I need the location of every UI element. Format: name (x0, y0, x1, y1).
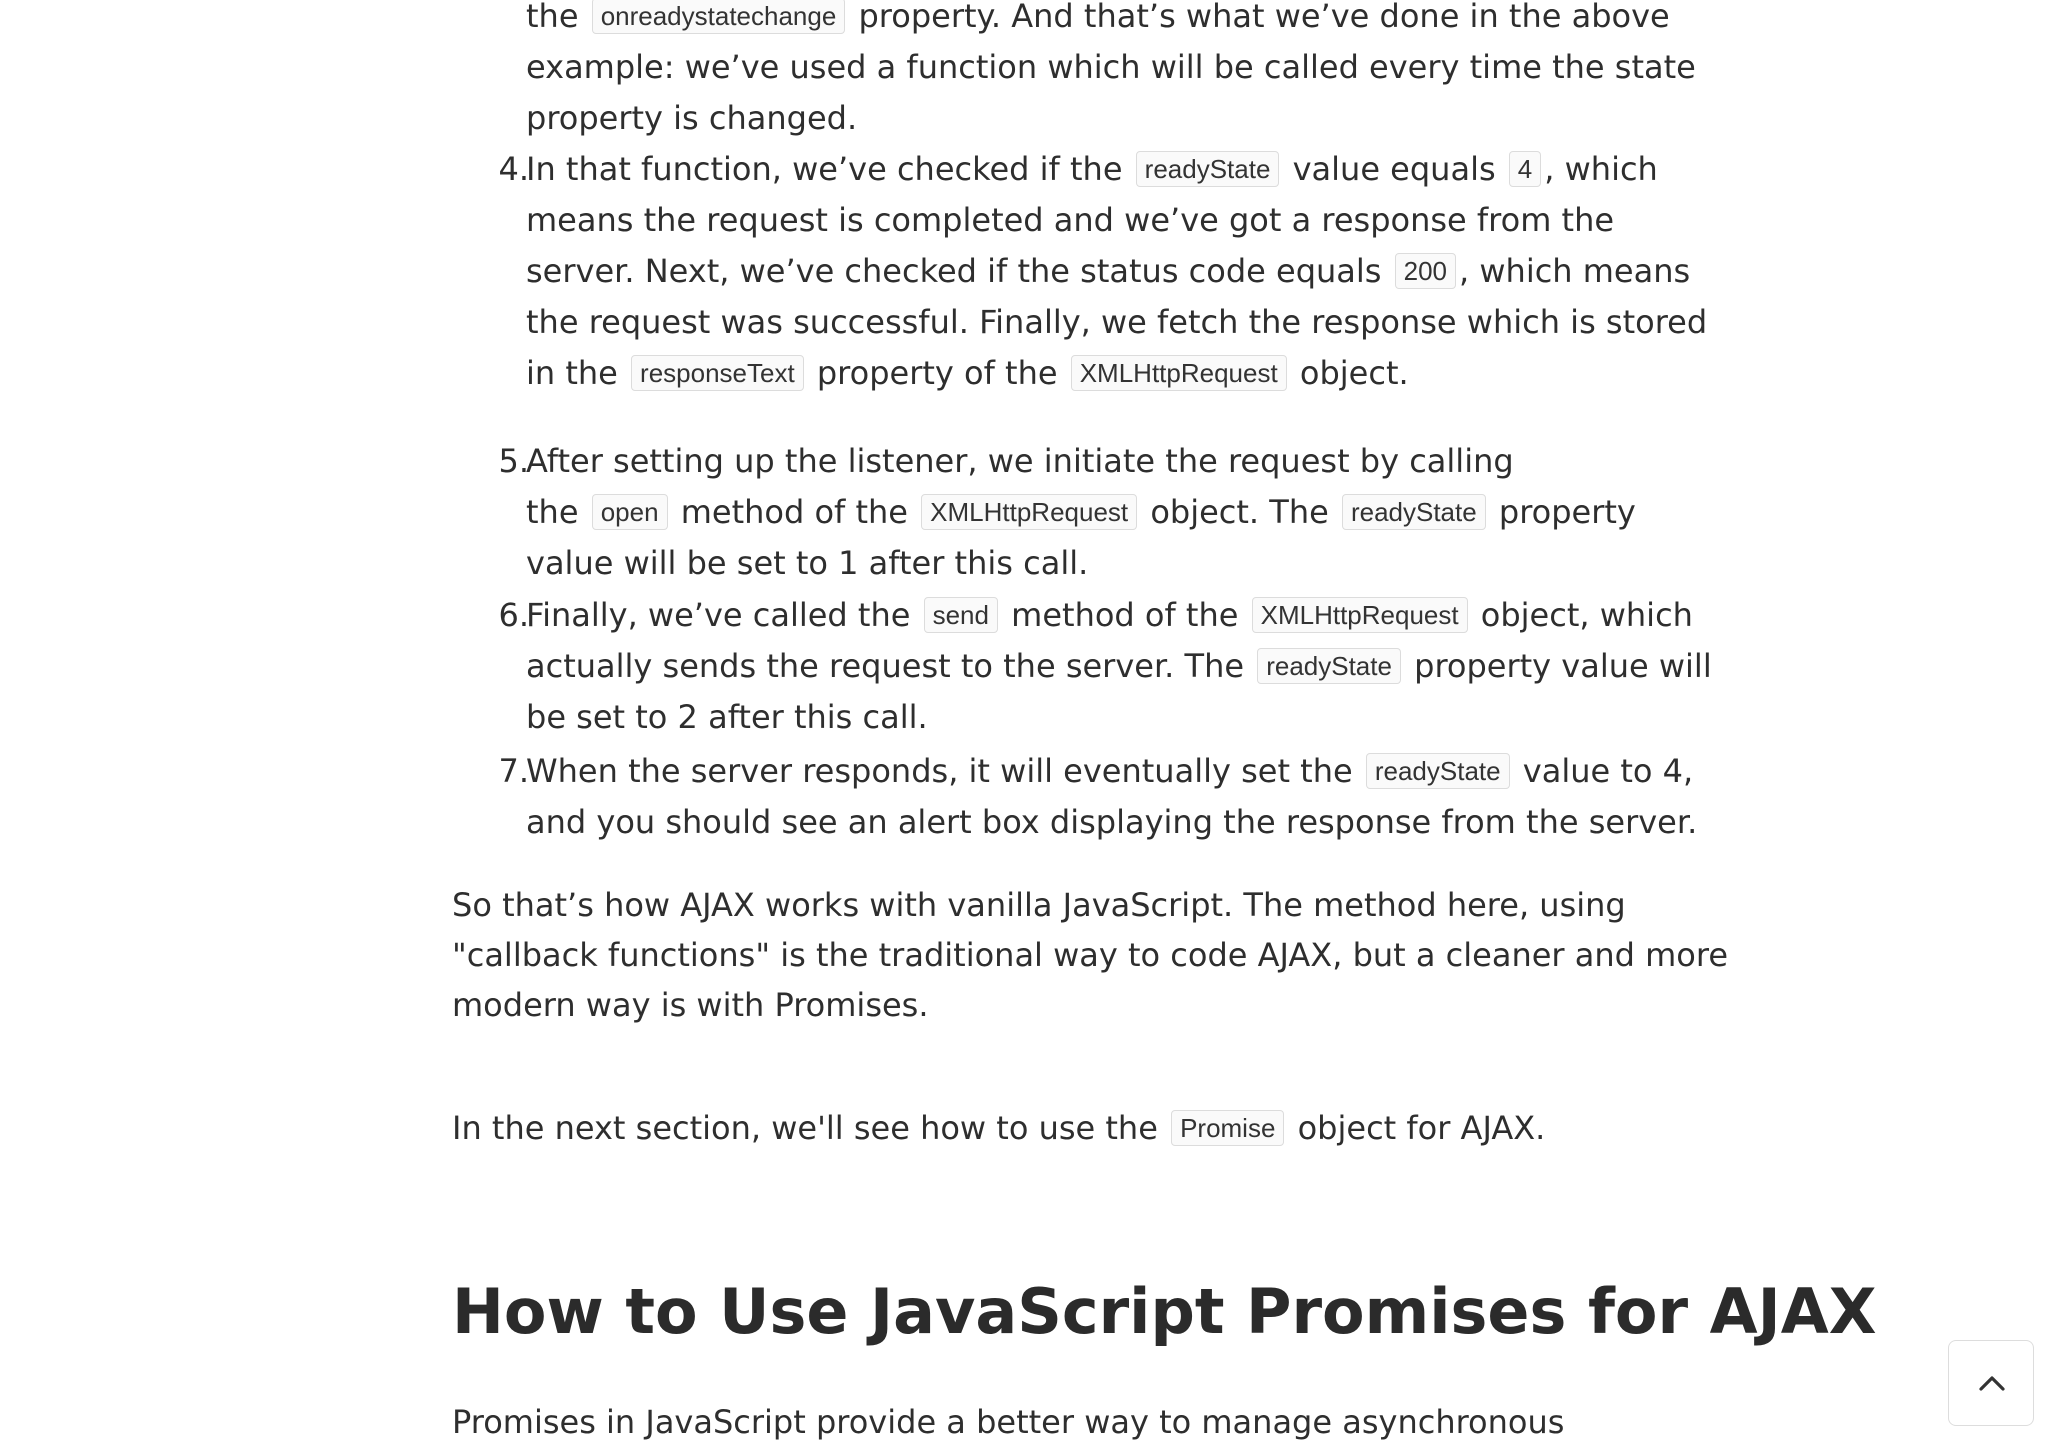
text-line: and you should see an alert box displaying the response from the server. (526, 803, 1698, 841)
section-heading: How to Use JavaScript Promises for AJAX (452, 1275, 1877, 1348)
code-readystate: readyState (1257, 648, 1401, 684)
list-item-6-text (526, 590, 1712, 743)
code-xmlhttprequest: XMLHttpRequest (921, 494, 1137, 530)
code-readystate: readyState (1342, 494, 1486, 530)
code-xmlhttprequest: XMLHttpRequest (1252, 597, 1468, 633)
list-item-4-text (526, 144, 1708, 399)
summary-paragraph (452, 880, 1728, 1030)
text-line: When the server responds, it will eventually set the readyState value to 4, (526, 752, 1694, 790)
list-item-3-text (526, 0, 1696, 144)
text-line: value will be set to 1 after this call. (526, 544, 1089, 582)
text-line: In the next section, we'll see how to use the Promise object for AJAX. (452, 1109, 1546, 1147)
text-line: example: we’ve used a function which will be called every time the state (526, 48, 1696, 86)
text-line: "callback functions" is the traditional way to code AJAX, but a cleaner and more (452, 936, 1728, 974)
text-line: In that function, we’ve checked if the readyState value equals 4 , which (526, 150, 1658, 188)
list-number: 4. (498, 150, 529, 188)
text-line: property is changed. (526, 99, 858, 137)
text-line: be set to 2 after this call. (526, 698, 928, 736)
text-line: Promises in JavaScript provide a better way to manage asynchronous (452, 1403, 1565, 1441)
intro-paragraph (452, 1397, 1622, 1447)
code-readystate: readyState (1366, 753, 1510, 789)
code-responsetext: responseText (631, 355, 804, 391)
text-line: server. Next, we’ve checked if the status code equals 200 , which means (526, 252, 1691, 290)
text-line: So that’s how AJAX works with vanilla JavaScript. The method here, using (452, 886, 1626, 924)
list-number: 5. (498, 442, 529, 480)
chevron-up-icon (1977, 1369, 2007, 1399)
code-onreadystatechange: onreadystatechange (592, 0, 846, 34)
text-line: in the responseText property of the XMLHttpRequest object. (526, 354, 1409, 392)
code-4: 4 (1509, 151, 1541, 187)
text-line: modern way is with Promises. (452, 986, 929, 1024)
text-line: actually sends the request to the server. The readyState property value will (526, 647, 1712, 685)
code-200: 200 (1395, 253, 1456, 289)
list-number: 6. (498, 596, 529, 634)
text-line: the request was successful. Finally, we fetch the response which is stored (526, 303, 1708, 341)
code-open: open (592, 494, 668, 530)
next-section-paragraph (452, 1103, 1622, 1153)
text-line: After setting up the listener, we initiate the request by calling (526, 442, 1514, 480)
code-xmlhttprequest: XMLHttpRequest (1071, 355, 1287, 391)
list-item-7-text (526, 746, 1698, 848)
code-readystate: readyState (1136, 151, 1280, 187)
list-number: 7. (498, 752, 529, 790)
code-send: send (924, 597, 998, 633)
back-to-top-button[interactable] (1948, 1340, 2034, 1426)
code-promise: Promise (1171, 1110, 1284, 1146)
text-line: Finally, we’ve called the send method of the XMLHttpRequest object, which (526, 596, 1693, 634)
text-line: the onreadystatechange property. And that’s what we’ve done in the above (526, 0, 1670, 35)
text-line: means the request is completed and we’ve got a response from the (526, 201, 1615, 239)
list-item-5-text (526, 436, 1636, 589)
text-line: the open method of the XMLHttpRequest object. The readyState property (526, 493, 1636, 531)
